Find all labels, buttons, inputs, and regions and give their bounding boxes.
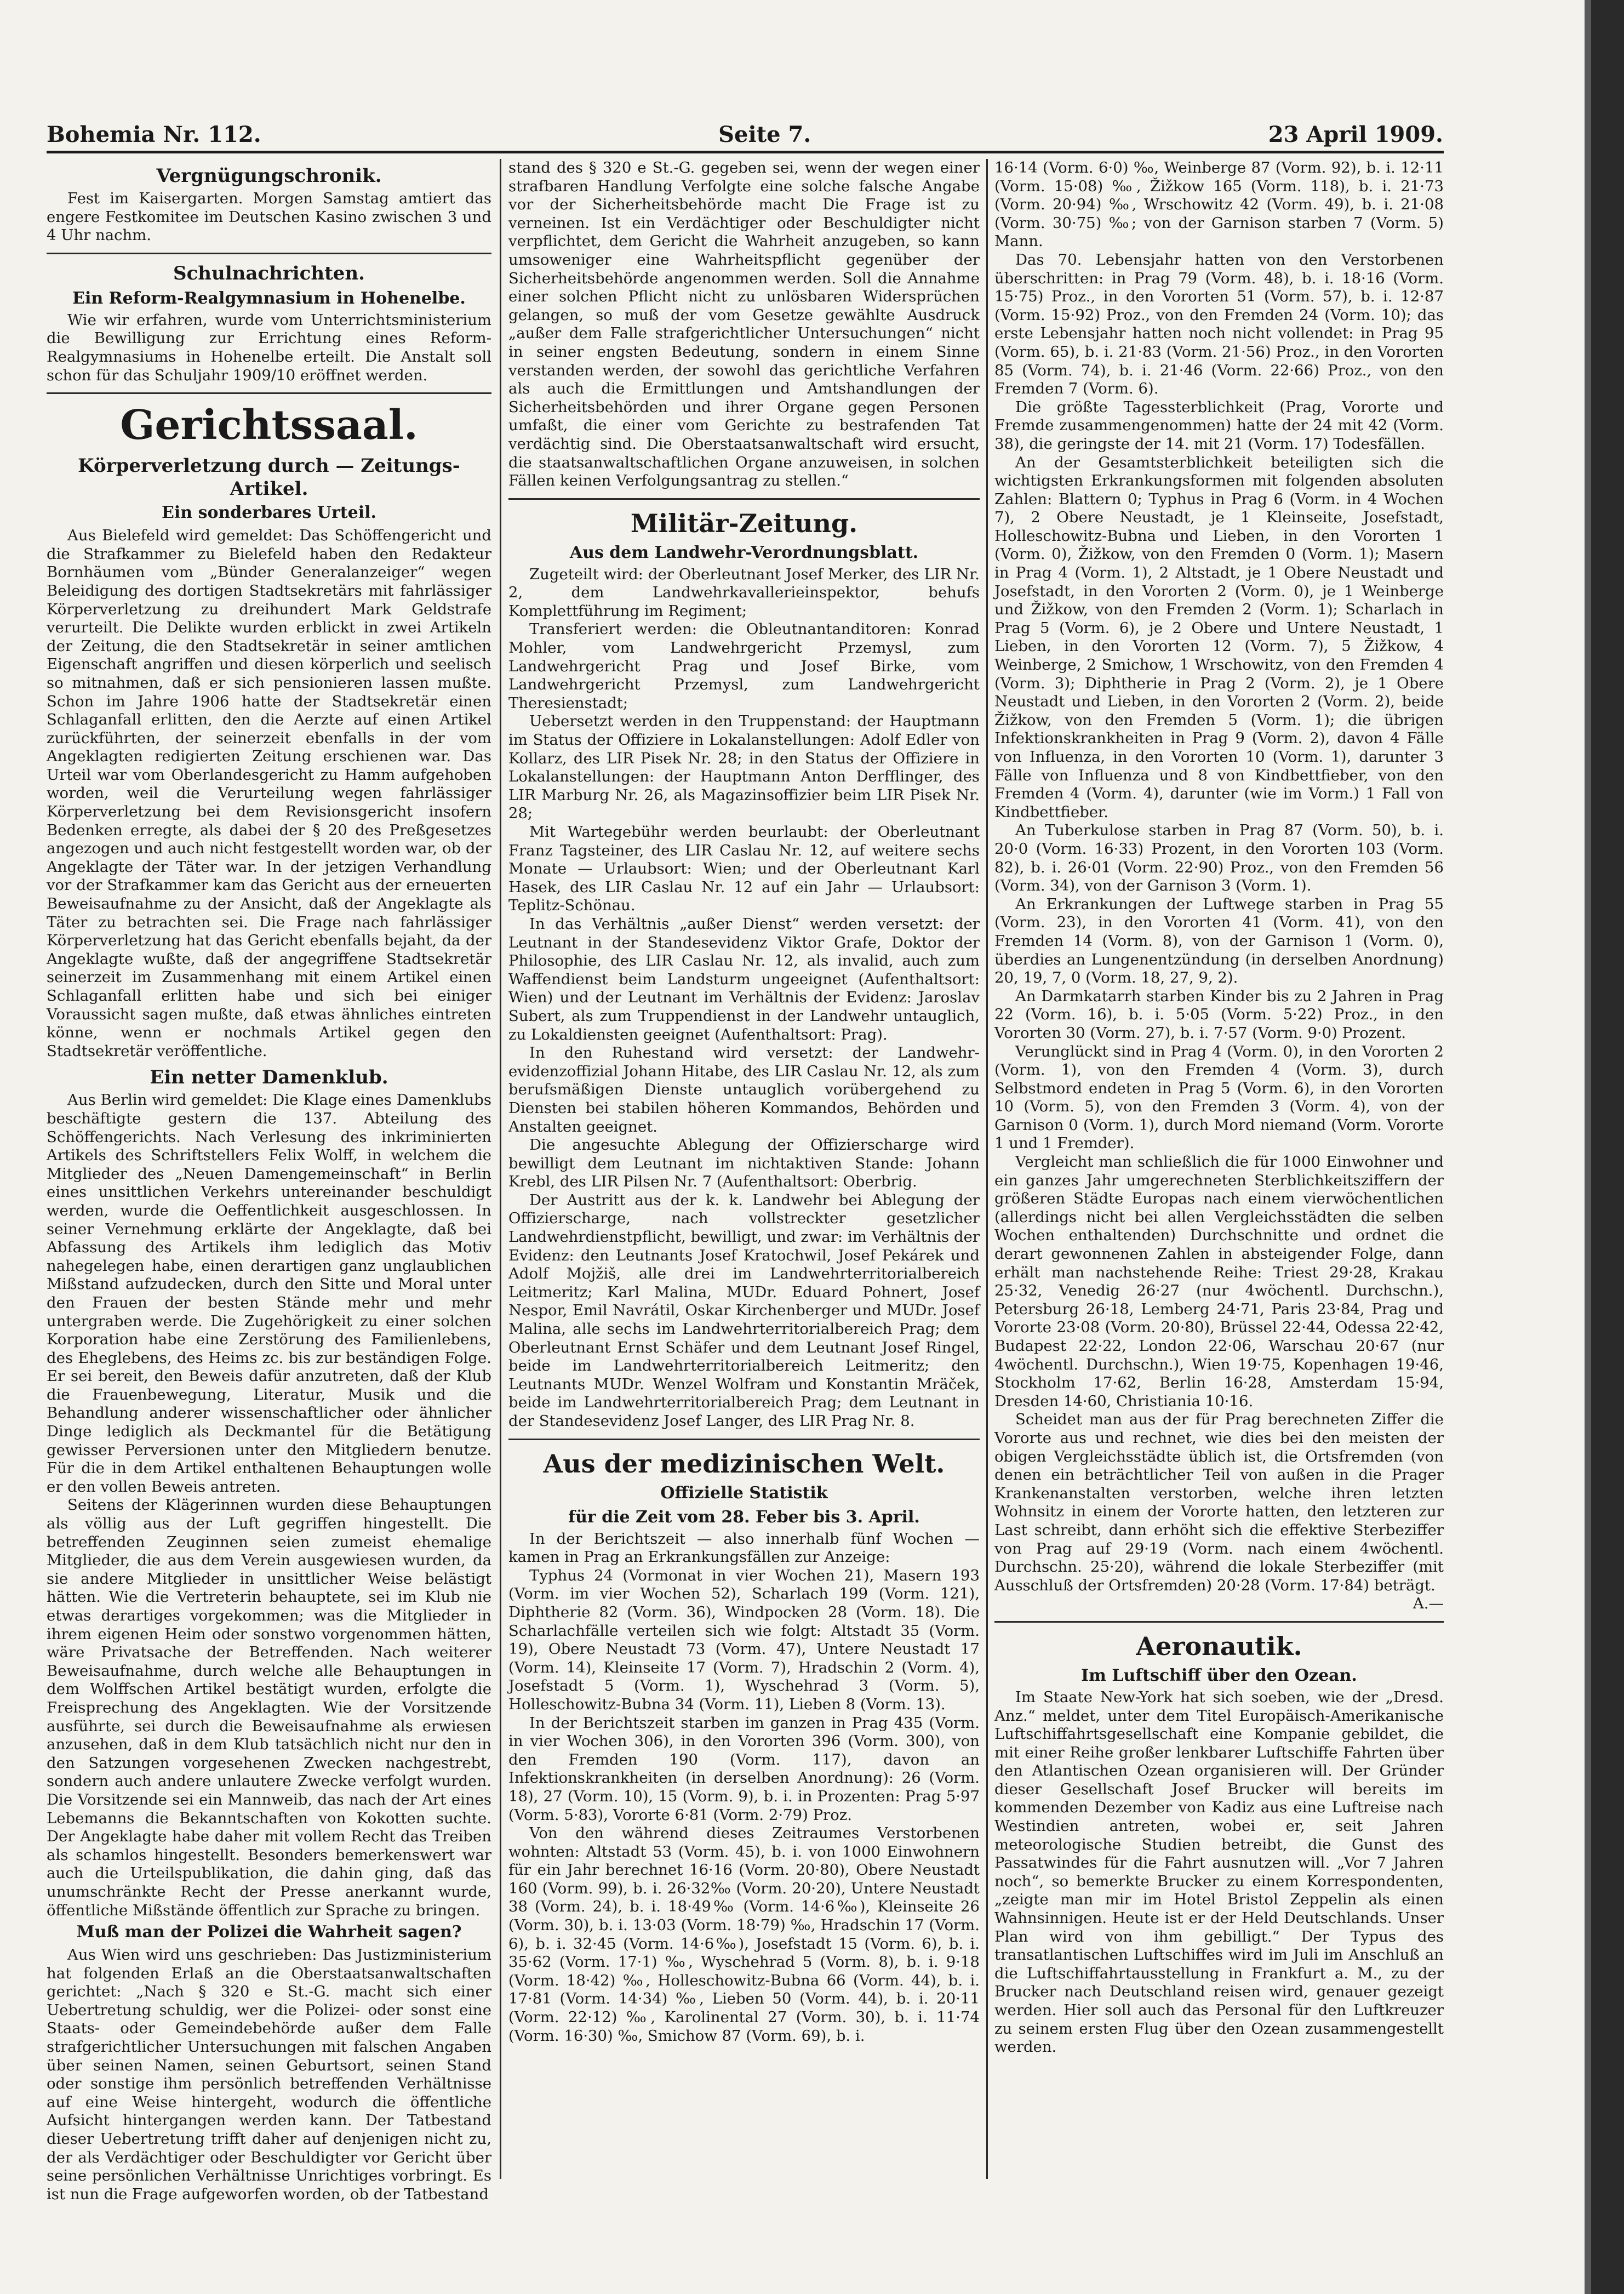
damen-text-1: Aus Berlin wird gemeldet: Die Klage eines Damenklubs beschäftigte gestern die 137. Abteilung des Schöffengerichts. Nach Verlesung des inkriminierten Artikels des Schriftstellers Felix Wolff, in welchem die Mitglieder des „Neuen Damengemeinschaft“ in Berlin eines unsittlichen Verkehrs untereinander beschuldigt werden, wurde die Oeffentlichkeit ausgeschlossen. In seiner Vernehmung erklärte der Angeklagte, daß bei Abfassung des Artikels ihm lediglich das Motiv nahegelegen habe, einen derartigen ganz unglaublichen Mißstand aufzudecken, durch den Sitte und Moral unter den Frauen der besten Stände mehr und mehr untergraben werde. Die Zugehörigkeit zu einer solchen Korporation habe eine Zerstörung des Familienlebens, des Eheglebens, des Heims zc. bis zur beständigen Folge. Er sei bereit, den Beweis dafür anzutreten, daß der Klub die Frauenbewegung, Literatur, Musik und die Behandlung anderer wissenschaftlicher oder ähnlicher Dinge lediglich als Deckmantel für die Betätigung gewisser Perversionen unter den Mitgliedern benutze. Für die in dem Artikel enthaltenen Behauptungen wolle er den vollen Beweis antreten.: [47, 1091, 491, 1496]
med-p12: Vergleicht man schließlich die für 1000 Einwohner und ein ganzes Jahr umgerechneten Sterblichkeitsziffern der größeren Städte Europas nach einem vierwöchentlichen (allerdings nicht bei allen Vergleichsstädten die selben Wochen enthaltenden) Durchschnitte und ordnet die derart gewonnenen Zahlen in absteigender Folge, dann erhält man nachstehende Reihe: Triest 29·28, Krakau 25·32, Venedig 26·27 (nur 4wöchentl. Durchschn.), Petersburg 26·18, Lemberg 24·71, Paris 23·84, Prag und Vororte 23·08 (Vorm. 20·80), Brüssel 22·44, Odessa 22·42, Budapest 22·22, London 22·06, Warschau 20·67 (nur 4wöchentl. Durchschn.), Wien 19·75, Kopenhagen 19·46, Stockholm 17·62, Berlin 16·28, Amsterdam 15·94, Dresden 14·60, Christiania 10·16.: [994, 1153, 1444, 1410]
header-center: Seite 7.: [718, 121, 811, 147]
landwehr-p7: Die angesuchte Ablegung der Offizierscharge wird bewilligt dem Leutnant im nichtaktiven Stande: Johann Krebl, des LIR Pilsen Nr. 7 (Aufenthaltsort: Oberbrig.: [508, 1136, 980, 1191]
med-p4: Von den während dieses Zeitraumes Verstorbenen wohnten: Altstadt 53 (Vorm. 45), b. i. von 1000 Einwohnern für ein Jahr berechnet 16·16 (Vorm. 20·80), Obere Neustadt 160 (Vorm. 99), b. i. 26·32‰ (Vorm. 20·20), Untere Neustadt 38 (Vorm. 24), b. i. 18·49‰ (Vorm. 14·6‰), Kleinseite 26 (Vorm. 30), b. i. 13·03 (Vorm. 18·79) ‰, Hradschin 17 (Vorm. 6), b. i. 32·45 (Vorm. 14·6‰), Josefstadt 15 (Vorm. 6), b. i. 35·62 (Vorm. 17·1) ‰, Wyschehrad 5 (Vorm. 8), b. i. 9·18 (Vorm. 18·42) ‰, Holleschowitz-Bubna 66 (Vorm. 44), b. i. 17·81 (Vorm. 14·34) ‰, Lieben 50 (Vorm. 44), b. i. 20·11 (Vorm. 22·12) ‰, Karolinental 27 (Vorm. 30), b. i. 11·74 (Vorm. 16·30) ‰, Smichow 87 (Vorm. 69), b. i.: [508, 1824, 980, 2045]
damen-heading: Ein netter Damenklub.: [150, 1066, 388, 1089]
med-p13: Scheidet man aus der für Prag berechneten Ziffer die Vororte aus und rechnet, wie dies bei den meisten der obigen Vergleichsstädte üblich ist, die Ortsfremden (von denen ein beträchtlicher Teil von außen in die Prager Krankenanstalten verstorben, welche ihren letzten Wohnsitz in einem der Vororte hatten, den letzteren zur Last schreibt, dann erhöht sich die effektive Sterbeziffer von Prag auf 29·19 (Vorm. nach einem 4wöchentl. Durchschn. 25·20), während die lokale Sterbeziffer (mit Ausschluß der Ortsfremden) 20·28 (Vorm. 17·84) beträgt.: [994, 1411, 1444, 1594]
schul-lead: Ein Reform-Realgymnasium in Hohenelbe.: [72, 288, 466, 308]
header-rule: [47, 151, 1444, 153]
page-edge-strip: [1585, 0, 1591, 2294]
schul-text: Wie wir erfahren, wurde vom Unterrichtsministerium die Bewilligung zur Errichtung eines Reform-Realgymnasiums in Hohenelbe erteilt. Die Anstalt soll schon für das Schuljahr 1909/10 eröffnet werden.: [47, 311, 491, 384]
column-1: [47, 159, 491, 2203]
divider: [47, 392, 491, 394]
divider: [994, 1621, 1444, 1623]
stat-heading: Offizielle Statistik: [660, 1483, 828, 1503]
landwehr-p6: In den Ruhestand wird versetzt: der Landwehr-evidenzoffizial Johann Hitabe, des LIR Caslau Nr. 12, als zum berufsmäßigen Dienste untauglich vorübergehend zu Diensten bei stabilen höheren Kommandos, Behörden und Anstalten geeignet.: [508, 1044, 980, 1135]
article-signature: A.—: [1413, 1595, 1444, 1613]
landwehr-p4: Mit Wartegebühr werden beurlaubt: der Oberleutnant Franz Tagsteiner, des LIR Caslau Nr. 12, auf weitere sechs Monate — Urlaubsort: Wien; und der Oberleutnant Karl Hasek, des LIR Caslau Nr. 12 auf ein Jahr — Urlaubsort: Teplitz-Schönau.: [508, 823, 980, 915]
med-p8: An Tuberkulose starben in Prag 87 (Vorm. 50), b. i. 20·0 (Vorm. 16·33) Prozent, in den Vororten 103 (Vorm. 82), b. i. 26·01 (Vorm. 22·90) Proz., von den Fremden 56 (Vorm. 34), von der Garnison 3 (Vorm. 1).: [994, 821, 1444, 895]
page-edge-shadow: [1591, 0, 1624, 2294]
landwehr-p2: Transferiert werden: die Obleutnantanditoren: Konrad Mohler, vom Landwehrgericht Przemysl, zum Landwehrgericht Prag und Josef Birke, vom Landwehrgericht Przemysl, zum Landwehrgericht Theresienstadt;: [508, 620, 980, 712]
med-p7: An der Gesamtsterblichkeit beteiligten sich die wichtigsten Erkrankungsformen mit folgenden absoluten Zahlen: Blattern 0; Typhus in Prag 6 (Vorm. in 4 Wochen 7), 2 Obere Neustadt, je 1 Kleinseite, Josefstadt, Holleschowitz-Bubna und Lieben, in den Vororten 1 (Vorm. 0), Žižkow, von den Fremden 0 (Vorm. 1); Masern in Prag 4 (Vorm. 1), 2 Altstadt, je 1 Obere Neustadt und Josefstadt, in den Vororten 2 (Vorm. 0), je 1 Weinberge und Žižkow, von den Fremden 2 (Vorm. 1); Scharlach in Prag 5 (Vorm. 6), je 2 Obere und Untere Neustadt, 1 Lieben, in den Vororten 12 (Vorm. 7), 5 Žižkow, 4 Weinberge, 2 Smichow, 1 Wrschowitz, von den Fremden 4 (Vorm. 3); Diphtherie in Prag 2 (Vorm. 2), je 1 Obere Neustadt und Lieben, in den Vororten 2 (Vorm. 2), beide Žižkow, von den Fremden 5 (Vorm. 1); die übrigen Infektionskrankheiten in Prag 9 (Vorm. 2), davon 4 Fälle von Influenza, in den Vororten 10 (Vorm. 1), darunter 3 Fälle von Influenza und 8 von Kindbettfieber, von den Fremden 4 (Vorm. 4), darunter (wie im Vorm.) 1 Fall von Kindbettfieber.: [994, 453, 1444, 821]
med-p1: In der Berichtszeit — also innerhalb fünf Wochen — kamen in Prag an Erkrankungsfällen zur Anzeige:: [508, 1530, 980, 1566]
damen-text-2: Seitens der Klägerinnen wurden diese Behauptungen als völlig aus der Luft gegriffen hingestellt. Die betreffenden Zeuginnen seien zumeist ehemalige Mitglieder, die aus dem Verein ausgewiesen wurden, da sie andere Mitglieder in unsittlicher Weise belästigt hätten. Wie die Vertreterin behauptete, sei im Klub nie etwas derartiges vorgekommen; was die Mitglieder in ihrem eigenen Heim oder sonstwo vorgenommen hätten, wäre Privatsache der Betreffenden. Nach weiterer Beweisaufnahme, durch welche alle Behauptungen in dem Wolffschen Artikel bestätigt wurden, erfolgte die Freisprechung des Angeklagten. Wie der Vorsitzende ausführte, sei durch die Beweisaufnahme als erwiesen anzusehen, daß in dem Klub tatsächlich nicht nur den in den Satzungen vorgesehenen Zwecken nachgestrebt, sondern auch andere unlautere Zwecke verfolgt wurden. Die Vorsitzende sei ein Mannweib, das nach der Art eines Lebemanns die Bekanntschaften von Kokotten suchte. Der Angeklagte habe daher mit vollem Recht das Treiben als schamlos hingestellt. Besonders bemerkenswert war auch die Urteilspublikation, die dahin ging, daß das unumschränkte Recht der Presse anerkannt wurde, öffentliche Mißstände öffentlich zur Sprache zu bringen.: [47, 1496, 491, 1919]
header-left: Bohemia Nr. 112.: [47, 121, 261, 147]
koerper-subheading: Ein sonderbares Urteil.: [162, 503, 376, 523]
med-p2: Typhus 24 (Vormonat in vier Wochen 21), Masern 193 (Vorm. im vier Wochen 52), Scharlach 199 (Vorm. 121), Diphtherie 82 (Vorm. 36), Windpocken 28 (Vorm. 18). Die Scharlachfälle verteilen sich wie folgt: Altstadt 35 (Vorm. 19), Obere Neustadt 73 (Vorm. 47), Untere Neustadt 17 (Vorm. 14), Kleinseite 17 (Vorm. 7), Hradschin 2 (Vorm. 4), Josefstadt 5 (Vorm. 1), Wyschehrad 3 (Vorm. 5), Holleschowitz-Bubna 34 (Vorm. 11), Lieben 8 (Vorm. 13).: [508, 1566, 980, 1713]
column-rule-1: [500, 159, 501, 2179]
polizei-text: Aus Wien wird uns geschrieben: Das Justizministerium hat folgenden Erlaß an die Oberstaatsanwaltschaften gerichtet: „Nach § 320 e St.-G. macht sich einer Uebertretung schuldig, wer die Polizei- oder sonst eine Staats- oder Gemeindebehörde außer dem Falle strafgerichtlicher Untersuchungen mit falschen Angaben über seinen Namen, seinen Geburtsort, seinen Stand oder sonstige ihm persönlich betreffenden Verhältnisse auf eine Weise hintergeht, wodurch die öffentliche Aufsicht hintergangen werden kann. Der Tatbestand dieser Uebertretung trifft daher auf denjenigen nicht zu, der als Verdächtiger oder Beschuldigter vor Gericht über seine persönlichen Verhältnisse Unrichtiges vorbringt. Es ist nun die Frage aufgeworfen worden, ob der Tatbestand: [47, 1946, 491, 2203]
schul-heading: Schulnachrichten.: [173, 262, 365, 284]
aero-heading: Aeronautik.: [1136, 1631, 1302, 1661]
luft-heading: Im Luftschiff über den Ozean.: [1081, 1665, 1357, 1685]
med-continued: 16·14 (Vorm. 6·0) ‰, Weinberge 87 (Vorm. 92), b. i. 12·11 (Vorm. 15·08) ‰, Žižkow 165 (Vorm. 118), b. i. 21·73 (Vorm. 20·94) ‰, Wrschowitz 42 (Vorm. 49), b. i. 21·08 (Vorm. 30·75) ‰; von der Garnison starben 7 (Vorm. 5) Mann.: [994, 159, 1444, 250]
med-p9: An Erkrankungen der Luftwege starben in Prag 55 (Vorm. 23), in den Vororten 41 (Vorm. 41), von den Fremden 14 (Vorm. 8), von der Garnison 1 (Vorm. 0), überdies an Lungenentzündung (in derselben Anordnung) 20, 19, 7, 0 (Vorm. 18, 27, 9, 2).: [994, 895, 1444, 987]
militaer-heading: Militär-Zeitung.: [630, 508, 858, 538]
landwehr-heading: Aus dem Landwehr-Verordnungsblatt.: [569, 543, 919, 562]
landwehr-p1: Zugeteilt wird: der Oberleutnant Josef Merker, des LIR Nr. 2, dem Landwehrkavallerieinspektor, behufs Komplettführung im Regiment;: [508, 565, 980, 620]
med-p5: Das 70. Lebensjahr hatten von den Verstorbenen überschritten: in Prag 79 (Vorm. 48), b. i. 18·16 (Vorm. 15·75) Proz., in den Vororten 51 (Vorm. 57), b. i. 12·87 (Vorm. 15·92) Proz., von den Fremden 24 (Vorm. 10); das erste Lebensjahr hatten noch nicht vollendet: in Prag 95 (Vorm. 65), b. i. 21·83 (Vorm. 21·56) Proz., in den Vororten 85 (Vorm. 74), b. i. 21·46 (Vorm. 22·66) Proz., von den Fremden 7 (Vorm. 6).: [994, 250, 1444, 398]
divider: [508, 1439, 980, 1440]
stat-lead: für die Zeit vom 28. Feber bis 3. April.: [568, 1507, 920, 1527]
divider: [508, 498, 980, 500]
med-p3: In der Berichtszeit starben im ganzen in Prag 435 (Vorm. in vier Wochen 306), in den Vororten 396 (Vorm. 300), von den Fremden 190 (Vorm. 117), davon an Infektionskrankheiten (in derselben Anordnung): 26 (Vorm. 18), 27 (Vorm. 10), 15 (Vorm. 9), b. i. in Prozenten: Prag 5·97 (Vorm. 5·83), Vororte 6·81 (Vorm. 2·79) Proz.: [508, 1714, 980, 1824]
page-header: [47, 115, 1443, 153]
landwehr-p5: In das Verhältnis „außer Dienst“ werden versetzt: der Leutnant in der Standesevidenz Viktor Grafe, Doktor der Philosophie, des LIR Caslau Nr. 12, als invalid, auch zum Waffendienst beim Landsturm ungeeignet (Aufenthaltsort: Wien) und der Leutnant im Verhältnis der Evidenz: Jaroslav Subert, als zum Truppendienst in der Landwehr untauglich, zu Lokaldiensten geeignet (Aufenthaltsort: Prag).: [508, 915, 980, 1043]
header-right: 23 April 1909.: [1268, 121, 1443, 147]
med-p11: Verunglückt sind in Prag 4 (Vorm. 0), in den Vororten 2 (Vorm. 1), von den Fremden 4 (Vorm. 3), durch Selbstmord endeten in Prag 5 (Vorm. 6), in den Vororten 10 (Vorm. 5), von den Fremden 3 (Vorm. 4), von der Garnison 0 (Vorm. 1), durch Mord niemand (Vorm. Vororte 1 und 1 Fremder).: [994, 1042, 1444, 1152]
med-p6: Die größte Tagessterblichkeit (Prag, Vororte und Fremde zusammengenommen) hatte der 24 mit 42 (Vorm. 38), die geringste der 14. mit 21 (Vorm. 17) Todesfällen.: [994, 398, 1444, 453]
landwehr-p3: Uebersetzt werden in den Truppenstand: der Hauptmann im Status der Offiziere in Lokalanstellungen: Adolf Edler von Kollarz, des LIR Pisek Nr. 28; in den Status der Offiziere in Lokalanstellungen: der Hauptmann Anton Derfflinger, des LIR Marburg Nr. 26, als Magazinsoffizier beim LIR Pisek Nr. 28;: [508, 712, 980, 823]
koerper-heading: Körperverletzung durch — Zeitungs-Artikel.: [78, 455, 460, 500]
vergnuegung-text: Fest im Kaisergarten. Morgen Samstag amtiert das engere Festkomitee im Deutschen Kasino zwischen 3 und 4 Uhr nachm.: [47, 190, 491, 244]
column-rule-2: [986, 159, 988, 2179]
vergnuegung-heading: Vergnügungschronik.: [156, 165, 382, 187]
column-2: [508, 159, 980, 2184]
gericht-heading: Gerichtssaal.: [120, 402, 418, 449]
column-3: [994, 159, 1444, 2184]
landwehr-p8: Der Austritt aus der k. k. Landwehr bei Ablegung der Offizierscharge, nach vollstreckter gesetzlicher Landwehrdienstpflicht, bewilligt, und zwar: im Verhältnis der Evidenz: den Leutnants Josef Kratochwil, Josef Pekárek und Adolf Mojžiš, alle drei im Landwehrterritorialbereich Leitmeritz; Karl Malina, MUDr. Eduard Pohnert, Josef Nespor, Emil Navrátil, Oskar Kirchenberger und MUDr. Josef Malina, alle sechs im Landwehrterritorialbereich Prag; dem Oberleutnant Ernst Schäfer und dem Leutnant Josef Ringel, beide im Landwehrterritorialbereich Leitmeritz; den Leutnants MUDr. Wenzel Wolfram und Konstantin Mräček, beide im Landwehrterritorialbereich Prag; dem Leutnant in der Standesevidenz Josef Langer, des LIR Prag Nr. 8.: [508, 1191, 980, 1430]
med-p10: An Darmkatarrh starben Kinder bis zu 2 Jahren in Prag 22 (Vorm. 16), b. i. 5·05 (Vorm. 5·22) Proz., in den Vororten 30 (Vorm. 27), b. i. 7·57 (Vorm. 9·0) Prozent.: [994, 987, 1444, 1042]
luft-text: Im Staate New-York hat sich soeben, wie der „Dresd. Anz.“ meldet, unter dem Titel Europäisch-Amerikanische Luftschiffahrtsgesellschaft eine Kompanie gebildet, die mit einer Reihe großer lenkbarer Luftschiffe Fahrten über den Atlantischen Ozean organisieren will. Der Gründer dieser Gesellschaft Josef Brucker will bereits im kommenden Dezember von Kadiz aus eine Luftreise nach Westindien antreten, wobei er, seit Jahren meteorologische Studien betreibt, die Gunst des Passatwindes für die Fahrt ausnutzen will. „Vor 7 Jahren noch“, so bemerkte Brucker zu einem Korrespondenten, „zeigte man mir im Hotel Bristol Zeppelin als einen Wahnsinnigen. Heute ist er der Held Deutschlands. Unser Plan wird von ihm gebilligt.“ Der Typus des transatlantischen Luftschiffes wird im Juli im Anschluß an die Luftschiffahrtausstellung in Frankfurt a. M., zu der Brucker nach Deutschland reisen wird, genauer gezeigt werden. Hier soll auch das Personal für den Luftkreuzer zu seinem ersten Flug über den Ozean zusammengestellt werden.: [994, 1688, 1444, 2056]
koerper-text: Aus Bielefeld wird gemeldet: Das Schöffengericht und die Strafkammer zu Bielefeld haben den Redakteur Bornhäumen vom „Bünder Generalanzeiger“ wegen Beleidigung des dortigen Stadtsekretärs mit fahrlässiger Körperverletzung zu dreihundert Mark Geldstrafe verurteilt. Die Delikte wurden erblickt in zwei Artikeln der Zeitung, die den Stadtsekretär in seiner amtlichen Eigenschaft angriffen und diesen körperlich und seelisch so mitnahmen, daß er sich pensionieren lassen mußte. Schon im Jahre 1906 hatte der Stadtsekretär einen Schlaganfall erlitten, den die Aerzte auf einen Artikel zurückführten, der seinerzeit ebenfalls in der vom Angeklagten redigierten Zeitung erschienen war. Das Urteil war vom Oberlandesgericht zu Hamm aufgehoben worden, weil die Verurteilung wegen fahrlässiger Körperverletzung bei dem Revisionsgericht insofern Bedenken erregte, als dabei der § 20 des Preßgesetzes angezogen und auch nicht festgestellt worden war, ob der Angeklagte der Täter war. In der jetzigen Verhandlung vor der Strafkammer kam das Gericht aus der erneuerten Beweisaufnahme zu der Ansicht, daß der Angeklagte als Täter zu betrachten sei. Die Frage nach fahrlässiger Körperverletzung hat das Gericht ebenfalls bejaht, da der Angeklagte wußte, daß der angegriffene Stadtsekretär seinerzeit im Zusammenhang mit einem Artikel einen Schlaganfall erlitten habe und sich bei einiger Voraussicht sagen mußte, daß etwas ähnliches eintreten könne, wenn er nochmals Artikel gegen den Stadtsekretär veröffentliche.: [47, 527, 491, 1060]
med-heading: Aus der medizinischen Welt.: [543, 1448, 945, 1479]
polizei-continued: stand des § 320 e St.-G. gegeben sei, wenn der wegen einer strafbaren Handlung Verfolgte eine solche falsche Angabe vor der Sicherheitsbehörde macht Die Frage ist zu verneinen. Ist ein Verdächtiger oder Beschuldigter nicht verpflichtet, dem Gericht die Wahrheit anzugeben, so kann umsoweniger eine Wahrheitspflicht gegenüber der Sicherheitsbehörde angenommen werden. Soll die Annahme einer solchen Pflicht nicht zu unlösbaren Widersprüchen gelangen, so muß der vom Gesetze gewählte Ausdruck „außer dem Falle strafgerichtlicher Untersuchungen“ nicht in seiner engsten Bedeutung, sondern in einem Sinne verstanden werden, der sowohl das gerichtliche Verfahren als auch die Ermittlungen und Amtshandlungen der Sicherheitsbehörden und ihrer Organe gegen Personen umfaßt, die einer vom Gerichte zu bestrafenden Tat verdächtig sind. Die Oberstaatsanwaltschaft wird ersucht, die staatsanwaltschaftlichen Organe anzuweisen, in solchen Fällen keinen Verfolgungsantrag zu stellen.“: [508, 159, 980, 490]
divider: [47, 253, 491, 254]
polizei-heading: Muß man der Polizei die Wahrheit sagen?: [76, 1922, 462, 1942]
